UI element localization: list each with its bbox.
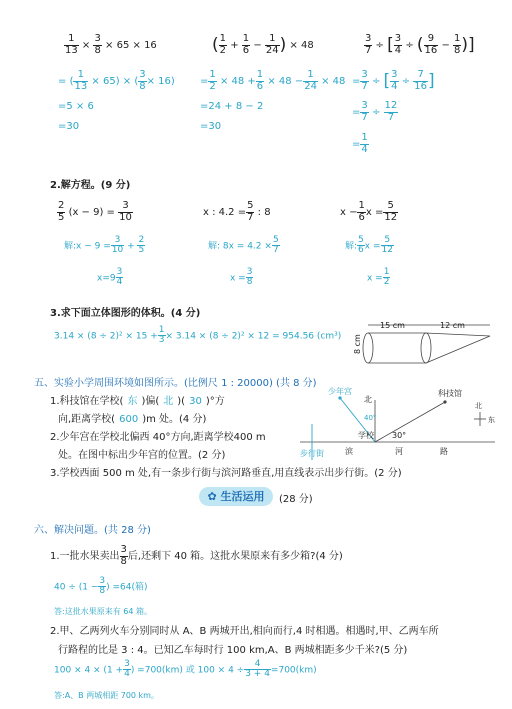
label-road-3: 路 (440, 447, 448, 456)
sec6-q2-line2: 行路程的比是 3 : 4。已知乙车每时行 100 km,A、B 两城相距多少千米?(5 分) (58, 645, 408, 656)
sec6-q2-line1: 2.甲、乙两列火车分别同时从 A、B 两城开出,相向而行,4 时相遇。相遇时,甲、乙两车所 (50, 626, 439, 637)
expr-1-step-2: =5 × 6 (58, 101, 94, 112)
q2-title: 2.解方程。(9 分) (50, 180, 131, 191)
compass-east: 东 (488, 416, 495, 424)
expr-3-step-1: = $\frac{3}{7}$ ÷ [ $\frac{3}{4}$ ÷ $\frac{7}{16}$ ] (352, 69, 435, 92)
sec5-q1-line1: 1.科技馆在学校( 东 )偏( 北 )( 30 )°方 (50, 396, 225, 407)
label-15cm: 15 cm (380, 321, 405, 330)
q3-formula: 3.14 × (8 ÷ 2)² × 15 + $\frac{1}{3}$ × 3.14 × (8 ÷ 2)² × 12 = 954.56 (cm³) (54, 325, 342, 346)
expr-3-step-2: = $\frac{3}{7}$ ÷ $\frac{12}{7}$ (352, 100, 398, 123)
label-road-2: 河 (395, 447, 403, 456)
banner-label: 生活运用 (220, 490, 265, 503)
environment-map (300, 384, 500, 460)
sec6-q1-answer: 答:这批水果原来有 64 箱。 (54, 607, 152, 616)
section-banner (199, 487, 273, 506)
label-walking-street: 步行街 (300, 449, 324, 458)
sec6-q2-answer: 答:A、B 两城相距 700 km。 (54, 691, 159, 700)
eq-3: x − $\frac{1}{6}$ x = $\frac{5}{12}$ (340, 200, 398, 223)
label-12cm: 12 cm (440, 321, 465, 330)
expr-1: $\frac{1}{13}$ × $\frac{3}{8}$ × 65 × 16 (65, 33, 157, 56)
label-north: 北 (364, 395, 372, 404)
eq-2-answer: x = $\frac{3}{8}$ (230, 267, 253, 288)
label-road-1: 滨 (345, 447, 353, 456)
eq-1: $\frac{2}{5}$ (x − 9) = $\frac{3}{10}$ (58, 200, 132, 223)
label-school: 学校 (358, 431, 374, 440)
expr-2-step-2: =24 + 8 − 2 (200, 101, 264, 112)
label-museum: 科技馆 (438, 389, 462, 398)
label-angle-40: 40° (364, 414, 377, 422)
eq-2-step: 解: 8x = 4.2 × $\frac{5}{7}$ (208, 235, 279, 256)
eq-3-answer: x = $\frac{1}{2}$ (367, 267, 390, 288)
expr-2-step-3: =30 (200, 121, 222, 132)
label-youth-palace: 少年宫 (328, 387, 352, 396)
q3-title: 3.求下面立体图形的体积。(4 分) (50, 308, 201, 319)
expr-1-step-1: = ( $\frac{1}{13}$ × 65) × ( $\frac{3}{8}$ × 16) (58, 69, 175, 92)
eq-3-step: 解: $\frac{5}{6}$ x = $\frac{5}{12}$ (345, 235, 393, 256)
sec6-q1: 1.一批水果卖出 $\frac{3}{8}$ 后,还剩下 40 箱。这批水果原来有多少箱?(4 分) (50, 544, 343, 567)
eq-1-step: 解:x − 9 = $\frac{3}{10}$ + $\frac{2}{5}$ (64, 235, 145, 256)
sec6-q1-solution: 40 ÷ (1 − $\frac{3}{8}$ ) =64(箱) (54, 576, 148, 597)
expr-3: $\frac{3}{7}$ ÷ [ $\frac{3}{4}$ ÷ ( $\frac{9}{16}$ − $\frac{1}{8}$ )] (365, 33, 475, 56)
expr-2-step-1: = $\frac{1}{2}$ × 48 + $\frac{1}{6}$ × 48 − $\frac{1}{24}$ × 48 (200, 69, 346, 92)
expr-2: ( $\frac{1}{2}$ + $\frac{1}{6}$ − $\frac{1}{24}$ ) × 48 (212, 33, 314, 56)
sec6-title: 六、解决问题。(共 28 分) (34, 525, 151, 536)
cylinder-cone-figure (350, 314, 500, 366)
compass-north: 北 (475, 402, 482, 410)
label-angle-30: 30° (392, 431, 407, 440)
sec5-q1-line2: 向,距离学校( 600 )m 处。(4 分) (58, 414, 207, 425)
sec6-q2-solution: 100 × 4 × (1 + $\frac{3}{4}$ ) =700(km) 或 100 × 4 ÷ $\frac{4}{3 + 4}$ =700(km) (54, 659, 317, 680)
sec5-q2-line1: 2.少年宫在学校北偏西 40°方向,距离学校400 m (50, 432, 266, 443)
label-8cm: 8 cm (353, 334, 362, 354)
sec5-title: 五、实验小学周围环境如图所示。(比例尺 1 : 20000) (共 8 分) (34, 378, 317, 389)
sec5-q2-line2: 处。在图中标出少年宫的位置。(2 分) (58, 450, 226, 461)
banner-points: (28 分) (279, 494, 313, 505)
expr-1-step-3: =30 (58, 121, 80, 132)
expr-3-step-3: = $\frac{1}{4}$ (352, 132, 368, 155)
sec5-q3: 3.学校西面 500 m 处,有一条步行街与滨河路垂直,用直线表示出步行街。(2 分) (50, 468, 402, 479)
eq-2: x : 4.2 = $\frac{5}{7}$ : 8 (203, 200, 271, 223)
banner-icon: ✿ (207, 490, 221, 503)
eq-1-answer: x=9 $\frac{3}{4}$ (97, 267, 123, 288)
